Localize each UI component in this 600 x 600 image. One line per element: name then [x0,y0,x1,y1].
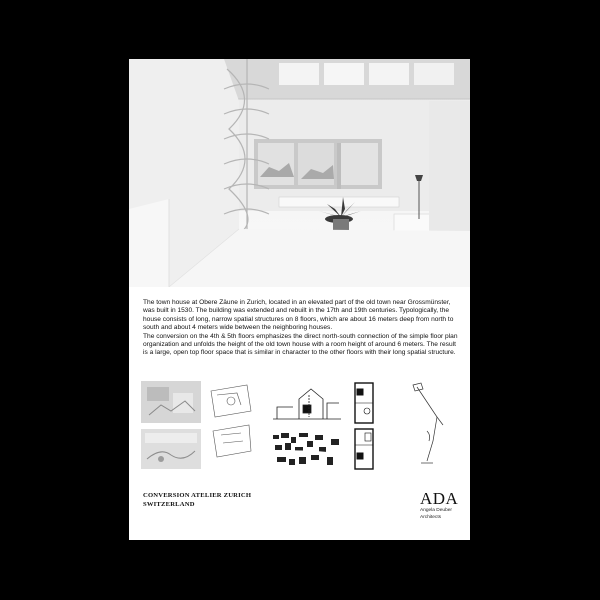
logo-name-line-1: Angela Deuber [420,508,453,513]
description-paragraph-1: The town house at Obere Zäune in Zurich, located in an elevated part of the old town near Grossmünster, was built in 1530. The building was extended and rebuilt in the 17th and 19th centuries. Typologically, the house consists of long, narrow spatial structures on 8 floors, which are about 16 meters deep from north to south and about 4 meters wide between the neighboring houses. [143,299,454,332]
section-drawing-thumbnail [269,381,345,427]
interior-photo [129,59,470,287]
ada-logo [420,490,466,521]
logo-name-line-2: Architects [420,515,442,520]
drawing-thumbnails [141,381,461,501]
logo-mark: ADA [420,489,459,508]
sketch-thumbnail [207,381,255,469]
project-title-line-2: SWITZERLAND [143,501,195,508]
model-photo-thumbnail-bottom [141,429,201,469]
description-paragraph-2: The conversion on the 4th & 5th floors emphasizes the direct north-south connection of the simple floor plan organization and unfolds the height of the old town house with a room height of around 6 meters. The result is a large, open top floor space that is similar in character to the other floors with their long spatial structure. [143,332,458,357]
project-description [143,299,459,358]
city-map-thumbnail [269,429,345,471]
floor-plan-thumbnail-upper [351,381,379,425]
model-photo-thumbnail-top [141,381,201,423]
poster-sheet [129,59,470,540]
interior-photo-illustration [129,59,470,287]
project-title [143,491,251,509]
lamp-line-drawing-thumbnail [403,381,453,471]
floor-plan-thumbnail-lower [351,427,379,471]
project-title-line-1: CONVERSION ATELIER ZURICH [143,492,252,499]
